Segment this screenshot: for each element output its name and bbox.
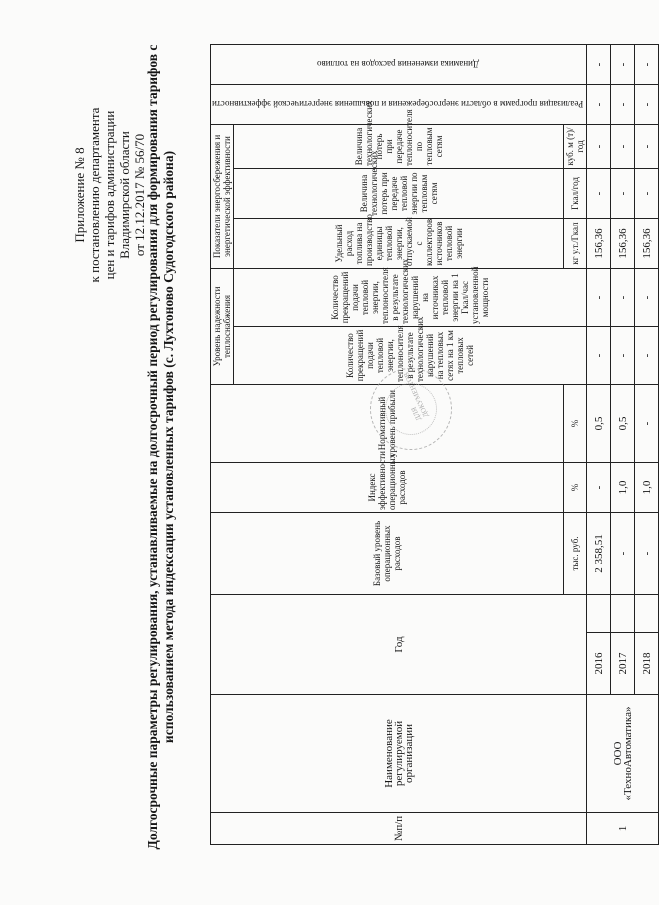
header-program-text: Реализация программ в области энергосбережения и повышения энергетической эффективности	[212, 99, 584, 110]
loss-heat-cell: -	[635, 168, 659, 218]
loss-heat-cell: -	[587, 168, 611, 218]
document-title: Долгосрочные параметры регулирования, устанавливаемые на долгосрочный период регулирования для формирования тарифов с использованием метода индексации установленных тарифов (с. Лухтоново Судогодского района)	[145, 44, 176, 850]
loss-carrier-cell: -	[587, 124, 611, 168]
loss-heat-cell: -	[611, 168, 635, 218]
program-cell: -	[587, 84, 611, 124]
header-num: №п/п	[211, 813, 587, 845]
fuel-cell: 156,36	[587, 218, 611, 268]
appendix-line: к постановлению департамента	[87, 107, 102, 283]
header-fuel-dynamics-text: Динамика изменения расходов на топливо	[316, 59, 479, 70]
rel1-cell: -	[611, 327, 635, 385]
profit-cell: -	[635, 385, 659, 463]
profit-cell: 0,5	[611, 385, 635, 463]
spacer-cell	[635, 595, 659, 633]
header-energy-2: Величина технологических потерь при передаче тепловой энергии по тепловым сетям	[234, 168, 564, 218]
unit-efficiency-index: %	[564, 463, 587, 513]
table-row	[587, 44, 611, 844]
base-cell: -	[611, 513, 635, 595]
program-cell: -	[611, 84, 635, 124]
unit-energy-3: куб. м (т)/год	[564, 124, 587, 168]
header-org: Наименование регулируемой организации	[211, 695, 587, 813]
unit-energy-2: Гкал/год	[564, 168, 587, 218]
dynamics-cell: -	[587, 44, 611, 84]
eff-cell: -	[587, 463, 611, 513]
rel1-cell: -	[635, 327, 659, 385]
header-efficiency-index: Индекс эффективности операционных расходов	[211, 463, 564, 513]
unit-profit-level: %	[564, 385, 587, 463]
header-reliability-1: Количество прекращений подачи тепловой энергии, теплоносителя в результате технологических нарушений на тепловых сетях на 1 км тепловых сетей	[234, 327, 587, 385]
program-cell: -	[635, 84, 659, 124]
stamp-seal-text: ДЛЯ ДОКУМЕНТОВ	[402, 370, 431, 422]
unit-base-expenses: тыс. руб.	[564, 513, 587, 595]
header-energy-group: Показатели энергосбережения и энергетической эффективности	[211, 124, 234, 268]
stamp-seal	[370, 368, 452, 450]
org-name: ООО «ТехноАвтоматика»	[587, 695, 659, 813]
base-cell: 2 358,51	[587, 513, 611, 595]
rel2-cell: -	[635, 268, 659, 326]
year-cell: 2016	[587, 633, 611, 695]
spacer-cell	[587, 595, 611, 633]
header-base-expenses: Базовый уровень операционных расходов	[211, 513, 564, 595]
appendix-line: Приложение № 8	[72, 147, 87, 243]
base-cell: -	[635, 513, 659, 595]
eff-cell: 1,0	[611, 463, 635, 513]
header-energy-3: Величина технологических потерь при передаче теплоносителя по тепловым сетям	[234, 124, 564, 168]
loss-carrier-cell: -	[611, 124, 635, 168]
header-energy-1: Удельный расход топлива на производство единицы тепловой энергии, отпускаемой с коллекторов источников тепловой энергии	[234, 218, 564, 268]
appendix-line: Владимирской области	[117, 131, 132, 259]
header-profit-level: Нормативный уровень прибыли	[211, 385, 564, 463]
appendix-block	[72, 45, 147, 345]
header-reliability-group: Уровень надежности теплоснабжения	[211, 268, 234, 384]
row-num: 1	[587, 813, 659, 845]
eff-cell: 1,0	[635, 463, 659, 513]
appendix-line: цен и тарифов администрации	[102, 110, 117, 280]
year-cell: 2017	[611, 633, 635, 695]
appendix-line: от 12.12.2017 № 56/70	[132, 133, 147, 257]
fuel-cell: 156,36	[635, 218, 659, 268]
rel1-cell: -	[587, 327, 611, 385]
header-program	[211, 84, 587, 124]
header-year: Год	[211, 595, 587, 695]
loss-carrier-cell: -	[635, 124, 659, 168]
profit-cell: 0,5	[587, 385, 611, 463]
parameters-table	[210, 44, 659, 845]
spacer-cell	[611, 595, 635, 633]
header-reliability-2: Количество прекращений подачи тепловой энергии, теплоносителя в результате технологических нарушений на источниках тепловой энергии на 1 Гкал/час установленной мощности	[234, 268, 587, 326]
year-cell: 2018	[635, 633, 659, 695]
fuel-cell: 156,36	[611, 218, 635, 268]
rel2-cell: -	[611, 268, 635, 326]
dynamics-cell: -	[611, 44, 635, 84]
rel2-cell: -	[587, 268, 611, 326]
unit-energy-1: кг у.т./Гкал	[564, 218, 587, 268]
dynamics-cell: -	[635, 44, 659, 84]
header-fuel-dynamics	[211, 44, 587, 84]
